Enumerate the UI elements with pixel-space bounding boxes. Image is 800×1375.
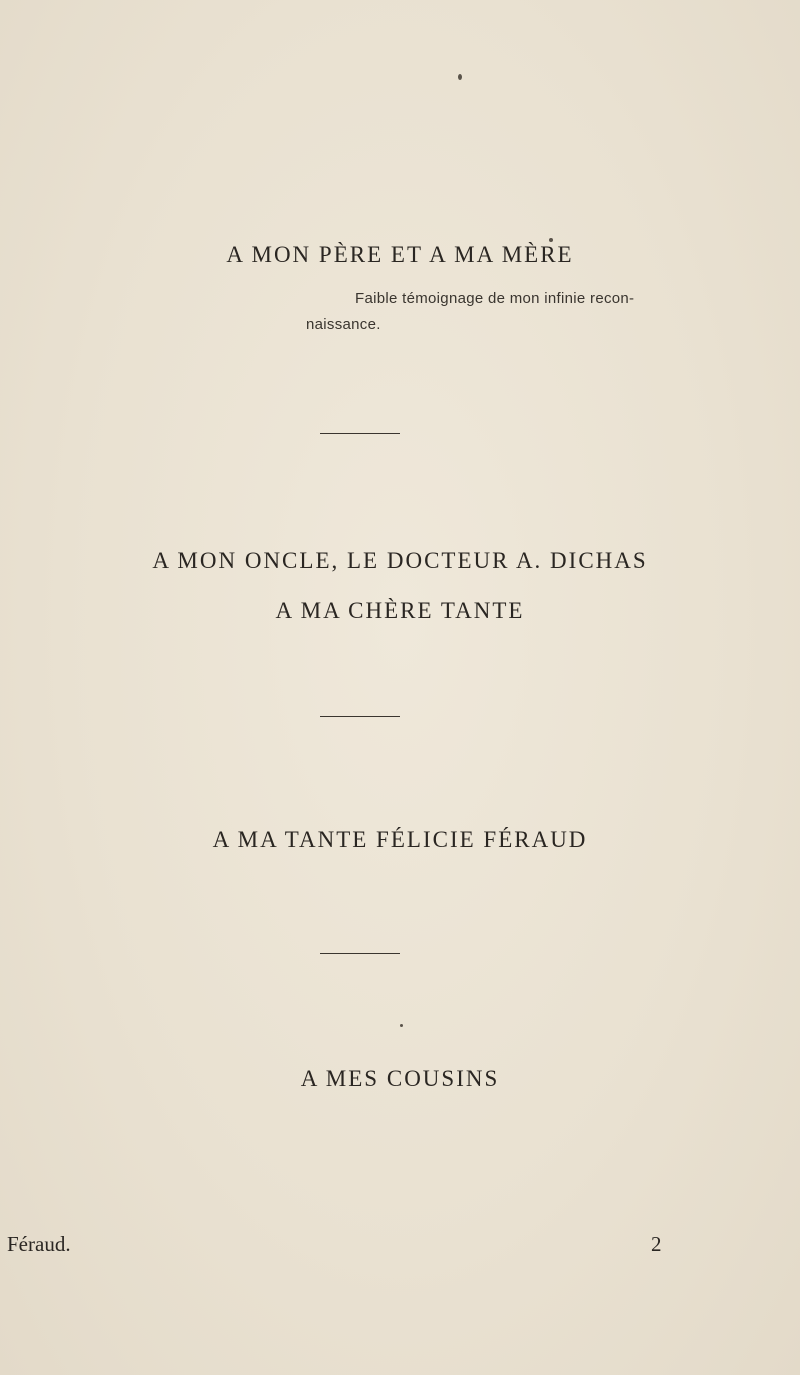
dedication-heading-parents: A MON PÈRE ET A MA MÈRE (226, 242, 574, 267)
dedication-text-line-1: Faible témoignage de mon infinie recon- (355, 290, 635, 307)
dedication-heading-aunt: A MA CHÈRE TANTE (275, 598, 525, 623)
dedication-heading-felicie: A MA TANTE FÉLICIE FÉRAUD (212, 827, 588, 852)
section-divider (320, 433, 400, 434)
author-name: Féraud. (7, 1232, 71, 1256)
ink-speck (458, 74, 462, 80)
section-divider (320, 716, 400, 717)
section-divider (320, 953, 400, 954)
page-number: 2 (651, 1232, 662, 1256)
dedication-heading-uncle: A MON ONCLE, LE DOCTEUR A. DICHAS (152, 548, 648, 573)
dedication-text-line-2: naissance. (306, 316, 381, 333)
ink-speck (400, 1024, 403, 1027)
dedication-heading-cousins: A MES COUSINS (300, 1066, 500, 1091)
